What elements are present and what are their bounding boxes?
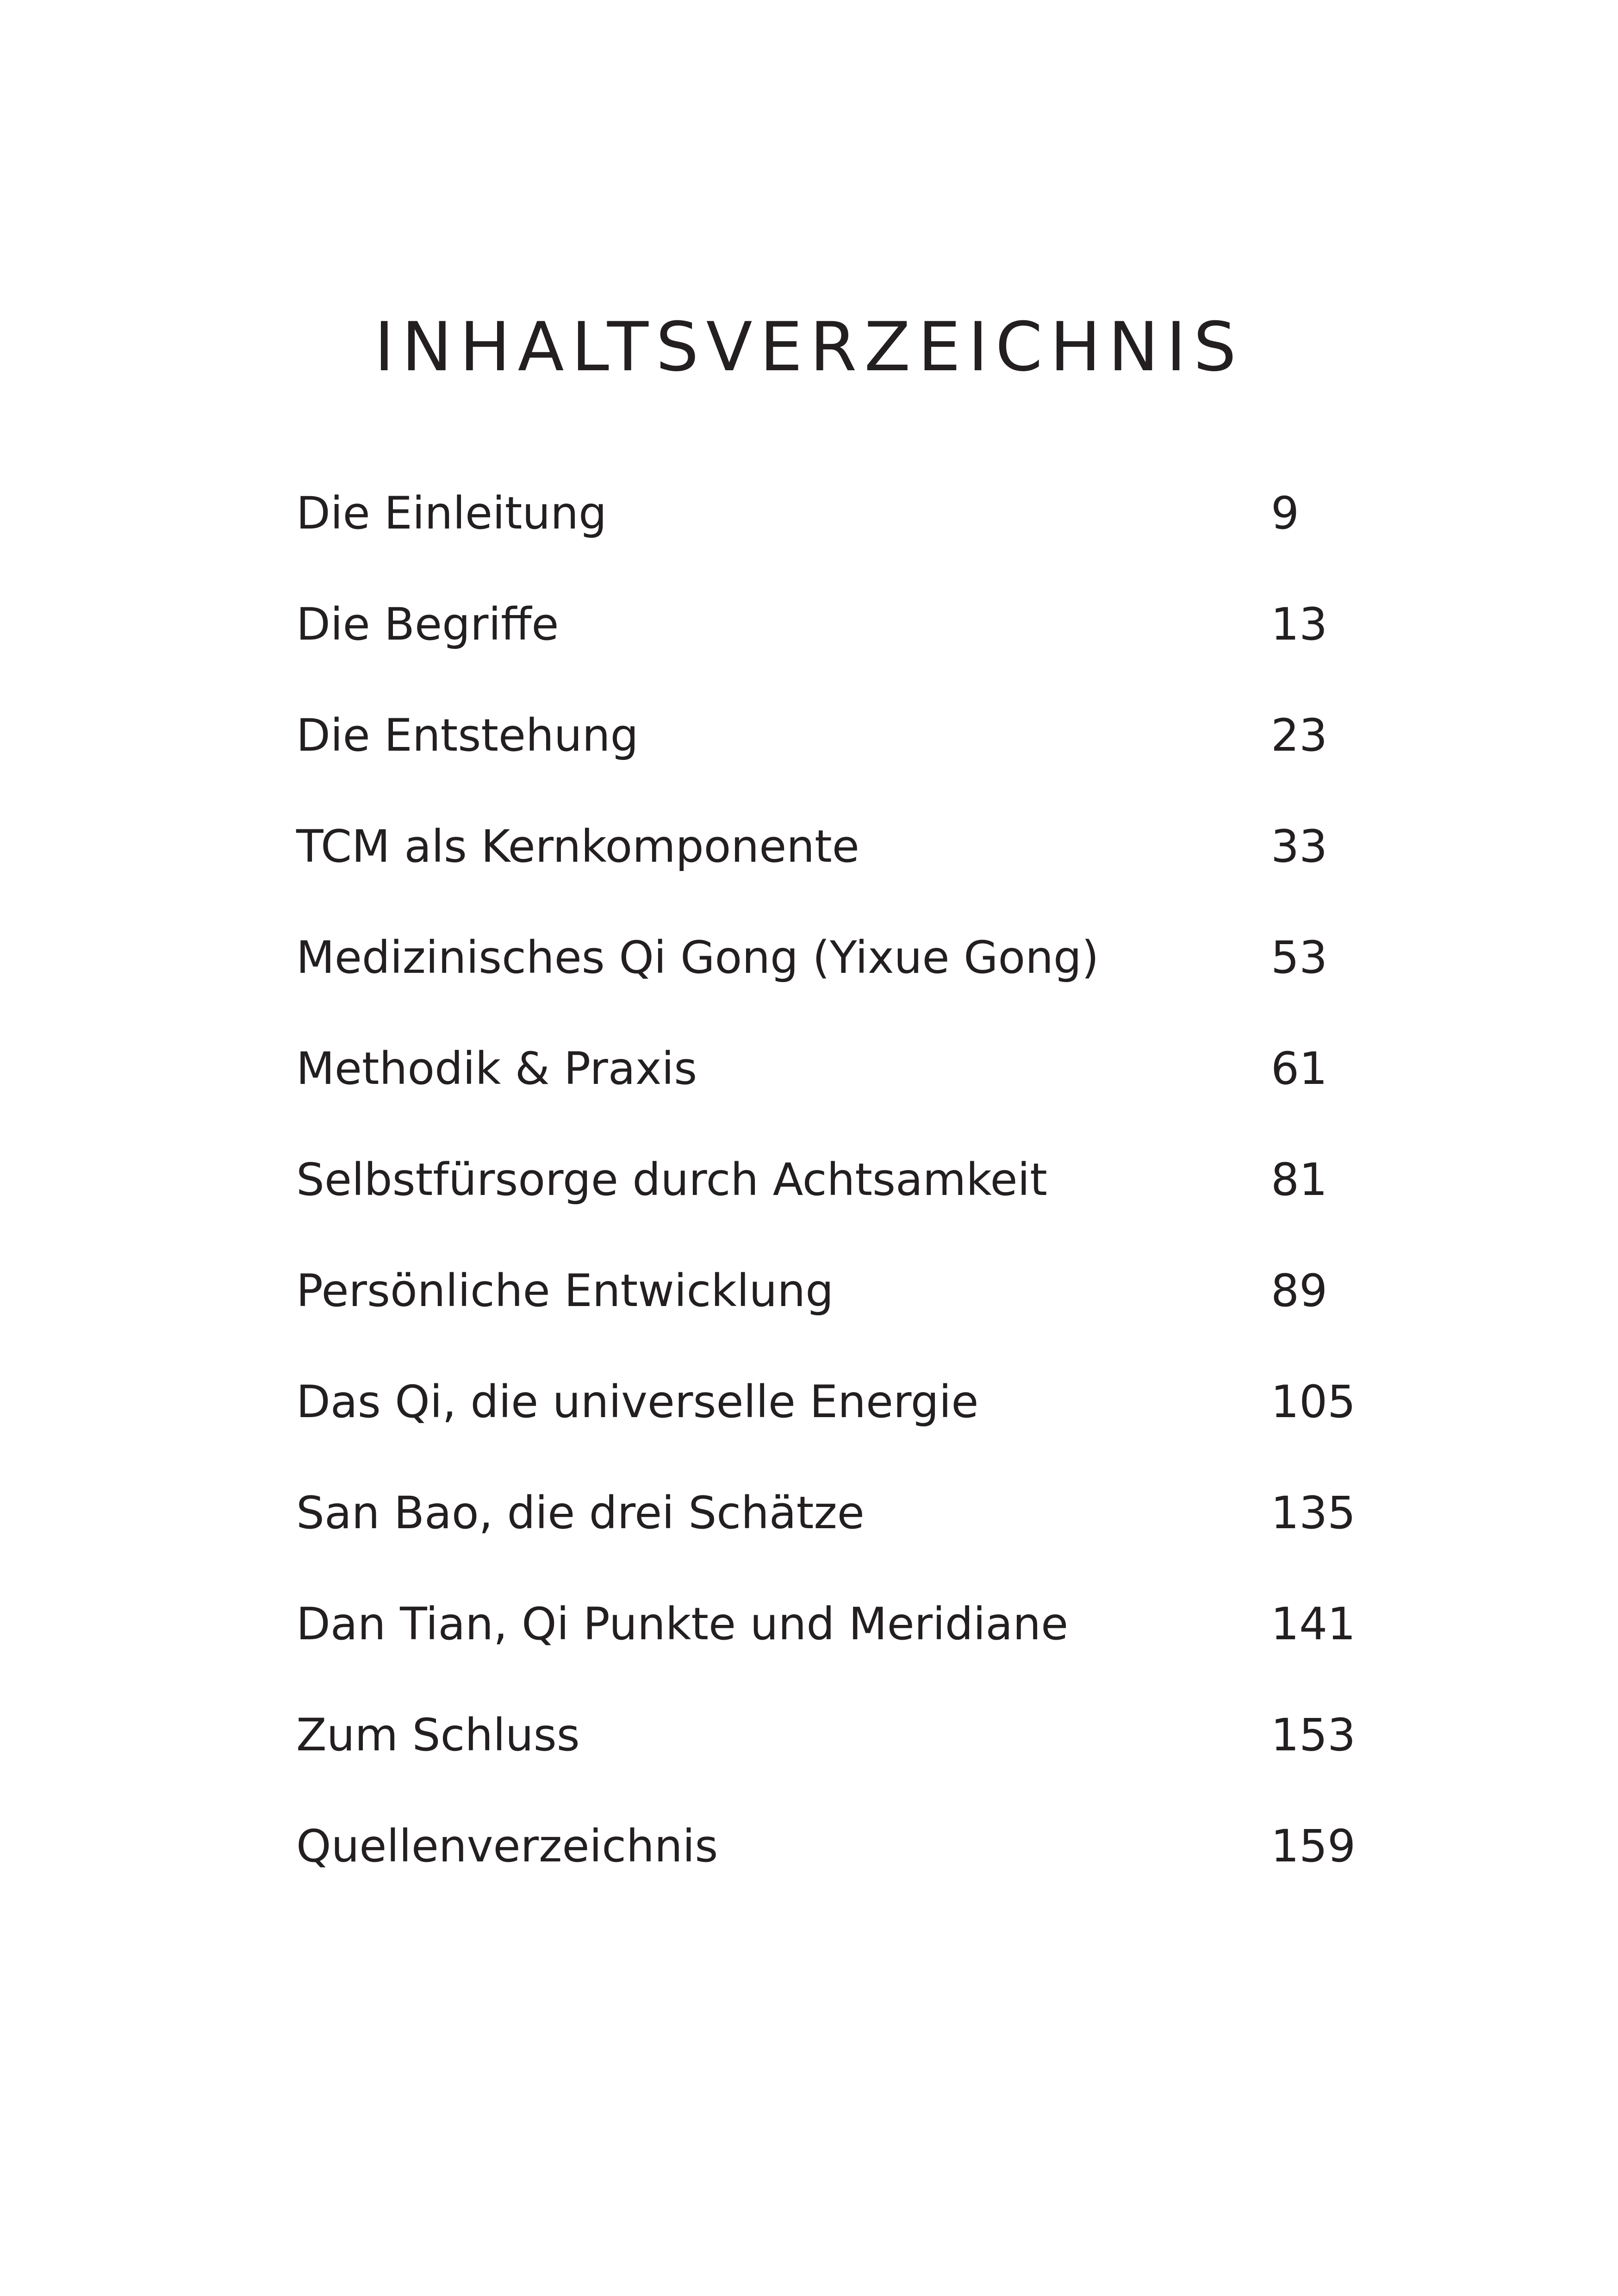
toc-entry-title: San Bao, die drei Schätze xyxy=(296,1487,865,1539)
toc-entry-page-number: 23 xyxy=(1271,709,1328,761)
toc-entry-page-number: 135 xyxy=(1271,1487,1356,1539)
toc-entry-title: Die Begriffe xyxy=(296,598,559,650)
toc-entry xyxy=(0,1478,1618,1548)
toc-entry xyxy=(0,1145,1618,1214)
toc-entry xyxy=(0,1367,1618,1437)
toc-entry-title: Die Einleitung xyxy=(296,487,607,539)
toc-entry xyxy=(0,590,1618,659)
toc-entry-title: Dan Tian, Qi Punkte und Meridiane xyxy=(296,1598,1069,1650)
toc-entry-title: Persönliche Entwicklung xyxy=(296,1265,834,1317)
toc-entry-page-number: 61 xyxy=(1271,1043,1328,1095)
toc-entry xyxy=(0,479,1618,548)
toc-entry-page-number: 13 xyxy=(1271,598,1328,650)
toc-entry xyxy=(0,1034,1618,1103)
toc-entry-title: TCM als Kernkomponente xyxy=(296,821,859,872)
toc-entry-page-number: 9 xyxy=(1271,487,1300,539)
toc-entry-title: Zum Schluss xyxy=(296,1709,580,1761)
toc-entry-page-number: 89 xyxy=(1271,1265,1328,1317)
toc-entry-title: Die Entstehung xyxy=(296,709,639,761)
toc-entry xyxy=(0,701,1618,770)
toc-entry-page-number: 141 xyxy=(1271,1598,1356,1650)
page-title: INHALTSVERZEICHNIS xyxy=(374,308,1244,386)
toc-entry xyxy=(0,1811,1618,1881)
toc-entry xyxy=(0,1589,1618,1659)
toc-entry xyxy=(0,923,1618,992)
toc-entry-page-number: 153 xyxy=(1271,1709,1356,1761)
toc-entry xyxy=(0,812,1618,881)
toc-entry-page-number: 53 xyxy=(1271,932,1328,983)
toc-entry-page-number: 105 xyxy=(1271,1376,1356,1428)
toc-entry-title: Selbstfürsorge durch Achtsamkeit xyxy=(296,1154,1047,1206)
toc-entry-title: Das Qi, die universelle Energie xyxy=(296,1376,979,1428)
toc-entry xyxy=(0,1256,1618,1325)
toc-entry-page-number: 159 xyxy=(1271,1820,1356,1872)
toc-entry-page-number: 33 xyxy=(1271,821,1328,872)
toc-entry-title: Quellenverzeichnis xyxy=(296,1820,718,1872)
toc-entry-title: Methodik & Praxis xyxy=(296,1043,697,1095)
toc-entry-title: Medizinisches Qi Gong (Yixue Gong) xyxy=(296,932,1099,983)
toc-entry-page-number: 81 xyxy=(1271,1154,1328,1206)
toc-entry xyxy=(0,1700,1618,1770)
